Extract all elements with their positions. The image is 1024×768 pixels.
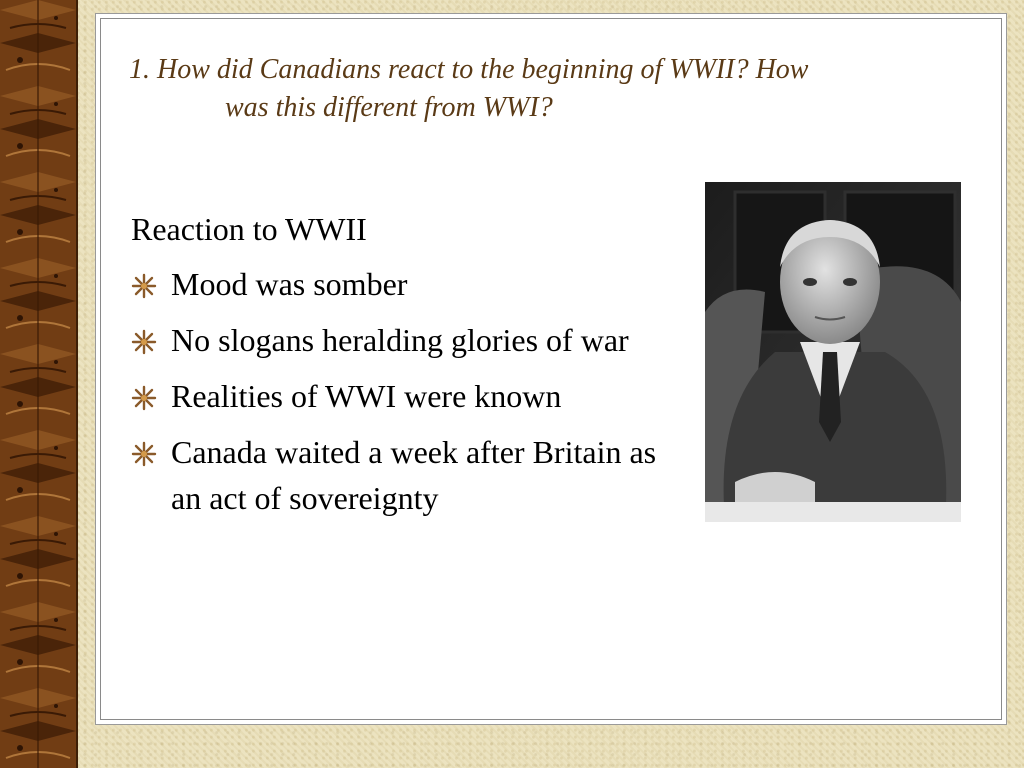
star-burst-icon	[131, 441, 157, 467]
wood-grain-border	[0, 0, 78, 768]
slide-panel	[100, 18, 1002, 720]
bullet-item	[131, 429, 691, 521]
star-burst-icon	[131, 273, 157, 299]
portrait-illustration	[705, 182, 961, 522]
portrait-photo	[705, 182, 961, 522]
bullet-text: Realities of WWI were known	[171, 378, 562, 414]
star-burst-icon	[131, 385, 157, 411]
bullet-text: Canada waited a week after Britain as an act of sovereignty	[171, 434, 657, 516]
star-burst-icon	[131, 329, 157, 355]
bullet-text: Mood was somber	[171, 266, 408, 302]
title-line-2: was this different from WWI?	[225, 92, 553, 123]
bullet-item	[131, 261, 691, 307]
section-heading: Reaction to WWII	[131, 211, 367, 247]
title-line-1: 1. How did Canadians react to the beginning of WWII? How	[129, 54, 809, 85]
slide-title	[129, 51, 969, 127]
bullet-text: No slogans heralding glories of war	[171, 322, 629, 358]
bullet-item	[131, 373, 691, 419]
bullet-item	[131, 317, 691, 363]
bullet-list	[131, 261, 691, 521]
slide-content	[131, 207, 691, 531]
